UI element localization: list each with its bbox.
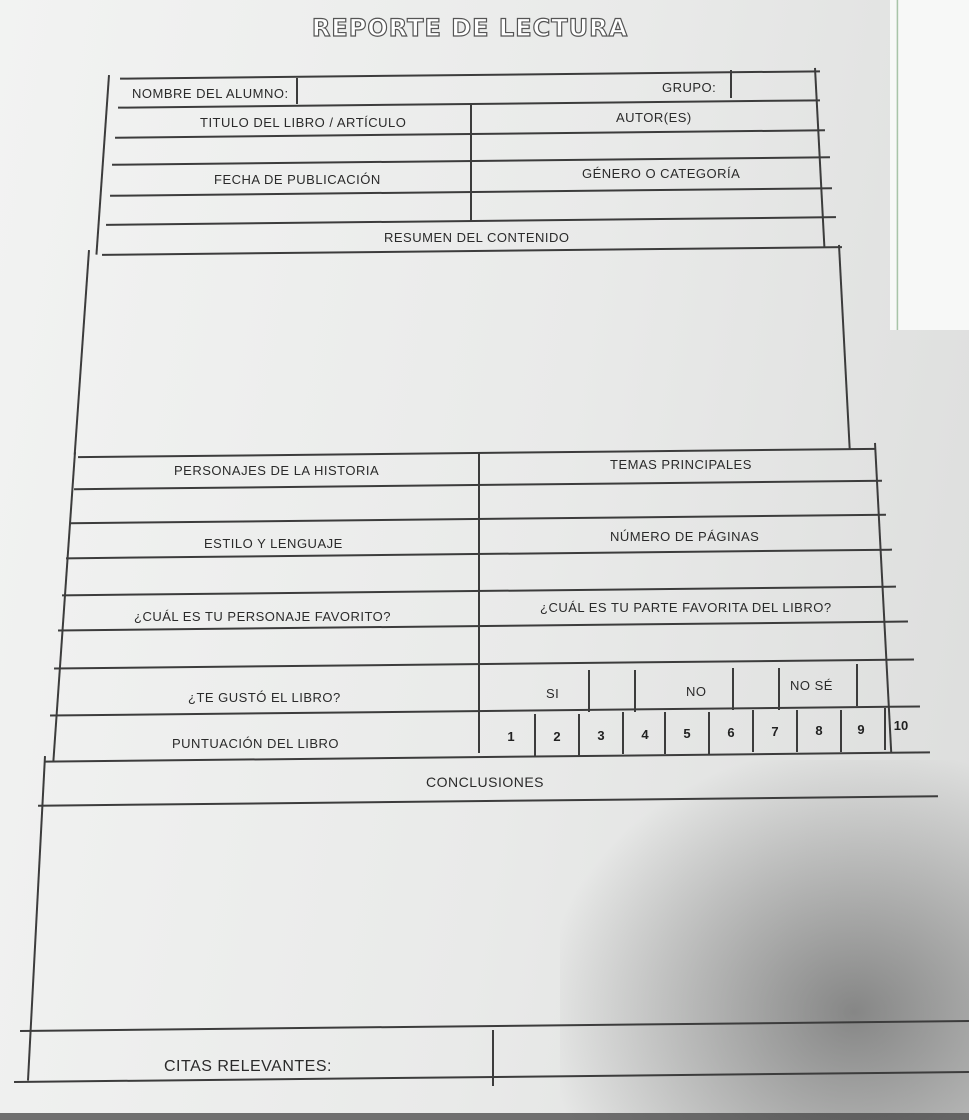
cell-divider — [796, 710, 798, 752]
main-themes-label: TEMAS PRINCIPALES — [610, 457, 752, 472]
liked-book-label: ¿TE GUSTÓ EL LIBRO? — [188, 690, 341, 705]
yes-option[interactable]: SI — [546, 686, 560, 701]
rating-option-6[interactable]: 6 — [727, 725, 735, 740]
rating-option-9[interactable]: 9 — [857, 722, 865, 737]
row-line — [45, 751, 930, 762]
column-divider — [470, 104, 472, 222]
cell-divider — [634, 670, 636, 712]
row-line — [20, 1020, 969, 1031]
border-left — [74, 250, 90, 455]
row-line — [120, 70, 820, 79]
cell-divider — [534, 714, 536, 756]
favorite-character-label: ¿CUÁL ES TU PERSONAJE FAVORITO? — [134, 609, 392, 624]
cell-divider — [588, 670, 590, 712]
page-count-label: NÚMERO DE PÁGINAS — [610, 529, 760, 544]
favorite-part-label: ¿CUÁL ES TU PARTE FAVORITA DEL LIBRO? — [540, 600, 832, 615]
rating-option-7[interactable]: 7 — [771, 724, 779, 739]
row-line — [38, 795, 938, 806]
rating-label: PUNTUACIÓN DEL LIBRO — [172, 736, 339, 751]
page-title: REPORTE DE LECTURA — [311, 14, 629, 42]
rating-option-4[interactable]: 4 — [641, 727, 649, 742]
no-option[interactable]: NO — [686, 684, 707, 699]
row-line — [102, 246, 842, 255]
cell-divider — [622, 712, 624, 754]
cell-divider — [856, 664, 858, 706]
cell-divider — [578, 714, 580, 756]
column-divider — [478, 453, 480, 753]
group-label: GRUPO: — [662, 80, 717, 95]
publication-date-label: FECHA DE PUBLICACIÓN — [214, 172, 381, 187]
cell-divider — [840, 710, 842, 752]
cell-divider — [708, 712, 710, 754]
style-label: ESTILO Y LENGUAJE — [204, 536, 343, 551]
summary-label: RESUMEN DEL CONTENIDO — [384, 230, 570, 245]
row-line — [54, 658, 914, 669]
conclusions-label: CONCLUSIONES — [426, 774, 545, 790]
characters-label: PERSONAJES DE LA HISTORIA — [174, 463, 380, 478]
dont-know-option[interactable]: NO SÉ — [790, 678, 833, 693]
book-title-label: TITULO DEL LIBRO / ARTÍCULO — [200, 115, 407, 130]
quotes-label: CITAS RELEVANTES: — [164, 1058, 332, 1075]
cell-divider — [732, 668, 734, 710]
genre-label: GÉNERO O CATEGORÍA — [582, 166, 741, 181]
cell-divider — [730, 70, 732, 98]
rating-option-8[interactable]: 8 — [815, 723, 823, 738]
cell-divider — [664, 712, 666, 754]
rating-option-1[interactable]: 1 — [507, 729, 515, 744]
cell-divider — [752, 710, 754, 752]
border-left — [95, 75, 109, 255]
rating-option-3[interactable]: 3 — [597, 728, 605, 743]
student-name-label: NOMBRE DEL ALUMNO: — [132, 86, 289, 101]
row-line — [78, 448, 876, 458]
authors-label: AUTOR(ES) — [616, 110, 692, 125]
cell-divider — [778, 668, 780, 710]
column-divider — [492, 1030, 494, 1086]
row-line — [50, 705, 920, 716]
rating-option-10[interactable]: 10 — [893, 718, 909, 733]
cell-divider — [296, 78, 298, 104]
cell-divider — [884, 708, 886, 750]
rating-option-5[interactable]: 5 — [683, 726, 691, 741]
border-left — [27, 756, 46, 1081]
border-right — [838, 245, 850, 450]
rating-option-2[interactable]: 2 — [553, 729, 561, 744]
